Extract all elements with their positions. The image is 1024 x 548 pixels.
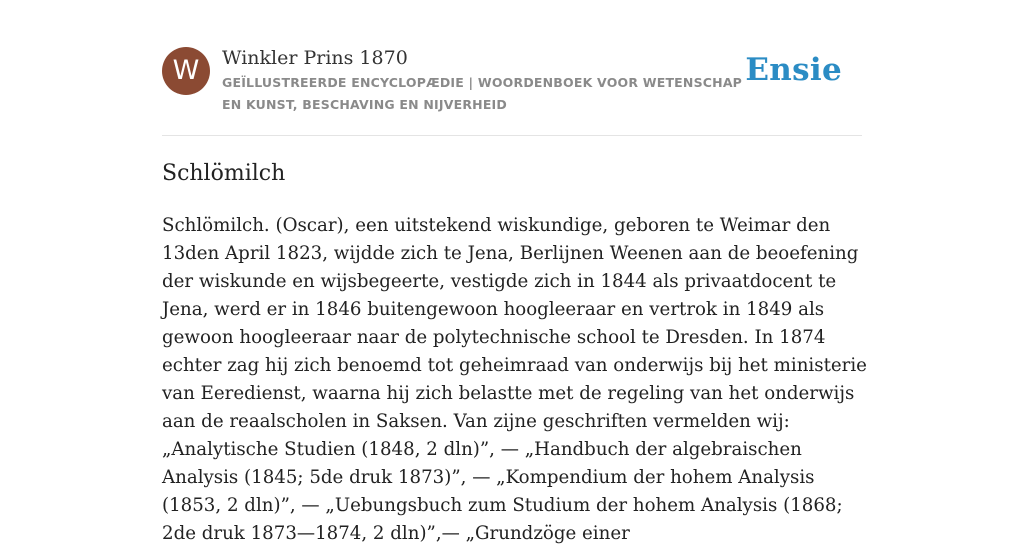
article-body: Schlömilch. (Oscar), een uitstekend wiskundige, geboren te Weimar den 13den April 1823, wijdde zich te Jena, Berlijnen Weenen aan de beoefening der wiskunde en wijsbegeerte, vestigde zich in 1844 als privaatdocent te Jena, werd er in 1846 buitengewoon hoogleeraar en vertrok in 1849 als gewoon hoogleeraar naar de polytechnische school te Dresden. In 1874 echter zag hij zich benoemd tot geheimraad van onderwijs bij het ministerie van Eeredienst, waarna hij zich belastte met de regeling van het onderwijs aan de reaalscholen in Saksen. Van zijne geschriften vermelden wij: „Analytische Studien (1848, 2 dln)”, — „Handbuch der algebraischen Analysis (1845; 5de druk 1873)”, — „Kompendium der hohem Analysis (1853, 2 dln)”, — „Uebungsbuch zum Studium der hohem Analysis (1868; 2de druk 1873—1874, 2 dln)”,— „Grundzöge einer — [162, 215, 867, 544]
source-subtitle: GEÏLLUSTREERDE ENCYCLOPÆDIE | WOORDENBOEK VOOR WETENSCHAP EN KUNST, BESCHAVING EN NIJVERHEID — [222, 75, 743, 112]
page-title: Schlömilch — [162, 161, 286, 186]
source-header — [162, 44, 862, 136]
source-avatar[interactable]: W — [162, 47, 210, 95]
source-title[interactable]: Winkler Prins 1870 — [222, 47, 408, 69]
ensie-logo[interactable]: Ensie — [745, 52, 842, 88]
